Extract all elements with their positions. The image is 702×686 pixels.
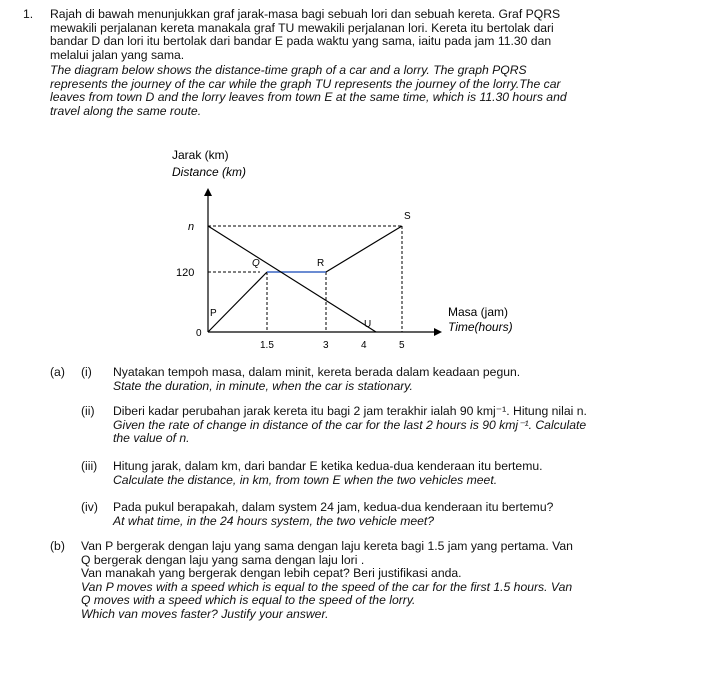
point-P-label: P — [210, 308, 217, 319]
intro-english-line: leaves from town D and the lorry leaves from town E at the same time, which is 11.30 hours and — [50, 90, 567, 105]
intro-malay-line: melalui jalan yang sama. — [50, 47, 185, 62]
distance-time-graph — [160, 146, 540, 360]
item-iii — [113, 460, 663, 487]
origin-label: 0 — [196, 328, 202, 339]
part-b-english-line: Van P moves with a speed which is equal to the speed of the car for the first 1.5 hours. Van — [81, 579, 573, 594]
part-b-label: (b) — [50, 539, 65, 553]
x-axis-title-malay: Masa (jam) — [448, 305, 509, 319]
item-i-number: (i) — [81, 365, 92, 379]
y-axis-title-malay: Jarak (km) — [172, 148, 229, 162]
point-Q-label: Q — [252, 258, 260, 269]
item-iii-number: (iii) — [81, 459, 98, 473]
item-ii-english: Given the rate of change in distance of the car for the last 2 hours is 90 kmj⁻¹. Calculate — [113, 417, 587, 432]
item-iii-malay: Hitung jarak, dalam km, dari bandar E ketika kedua-dua kenderaan itu bertemu. — [113, 459, 543, 473]
part-a-label: (a) — [50, 365, 65, 379]
part-b-english-line: Q moves with a speed which is equal to the speed of the lorry. — [81, 593, 416, 608]
x-axis-title-english: Time(hours) — [448, 320, 513, 334]
item-ii-malay: Diberi kadar perubahan jarak kereta itu bagi 2 jam terakhir ialah 90 kmj⁻¹. Hitung nilai n. — [113, 404, 587, 418]
intro-english-line: represents the journey of the car while the graph TU represents the journey of the lorry.The car — [50, 76, 561, 91]
part-b-malay-line: Van P bergerak dengan laju yang sama dengan laju kereta bagi 1.5 jam yang pertama. Van — [81, 539, 573, 553]
item-iv — [113, 501, 663, 528]
part-b-malay-line: Q bergerak dengan laju yang sama dengan laju lori . — [81, 552, 365, 567]
point-S-label: S — [404, 211, 411, 222]
item-i-english: State the duration, in minute, when the car is stationary. — [113, 378, 413, 393]
segment-RS — [326, 226, 402, 272]
item-ii-number: (ii) — [81, 404, 95, 418]
intro-english — [50, 64, 658, 118]
y-tick-n: n — [188, 221, 195, 233]
item-iv-english: At what time, in the 24 hours system, the two vehicle meet? — [113, 513, 435, 528]
part-b-english-line: Which van moves faster? Justify your answer. — [81, 606, 329, 621]
item-iii-english: Calculate the distance, in km, from town E when the two vehicles meet. — [113, 472, 498, 487]
intro-malay-line: mewakili perjalanan kereta manakala graf TU mewakili perjalanan lori. Kereta itu bertolak dari — [50, 20, 554, 35]
item-i — [113, 366, 663, 393]
x-axis-arrow — [434, 328, 442, 336]
part-b-text — [81, 540, 671, 622]
point-U-label: U — [364, 319, 372, 330]
x-tick-3: 3 — [323, 340, 329, 351]
intro-english-line: The diagram below shows the distance-time graph of a car and a lorry. The graph PQRS — [50, 63, 527, 77]
item-ii-english: the value of n. — [113, 431, 190, 446]
intro-malay — [50, 8, 658, 62]
y-axis-arrow — [204, 188, 212, 196]
intro-malay-line: Rajah di bawah menunjukkan graf jarak-masa bagi sebuah lori dan sebuah kereta. Graf PQRS — [50, 7, 561, 21]
x-tick-1-5: 1.5 — [260, 340, 274, 351]
part-b-malay-line: Van manakah yang bergerak dengan lebih cepat? Beri justifikasi anda. — [81, 566, 462, 581]
question-number: 1. — [23, 7, 34, 21]
point-R-label: R — [317, 258, 325, 269]
y-axis-title-english: Distance (km) — [172, 165, 247, 179]
y-tick-120: 120 — [176, 267, 195, 279]
item-i-malay: Nyatakan tempoh masa, dalam minit, kereta berada dalam keadaan pegun. — [113, 365, 521, 379]
intro-english-line: travel along the same route. — [50, 103, 202, 118]
segment-PQ — [208, 272, 267, 332]
x-tick-5: 5 — [399, 340, 405, 351]
item-iv-number: (iv) — [81, 500, 98, 514]
item-iv-malay: Pada pukul berapakah, dalam system 24 jam, kedua-dua kenderaan itu bertemu? — [113, 500, 554, 514]
item-ii — [113, 405, 663, 446]
segment-TU — [208, 226, 376, 332]
intro-malay-line: bandar D dan lori itu bertolak dari bandar E pada waktu yang sama, iaitu pada jam 11.30 dan — [50, 34, 552, 49]
x-tick-4: 4 — [361, 340, 367, 351]
